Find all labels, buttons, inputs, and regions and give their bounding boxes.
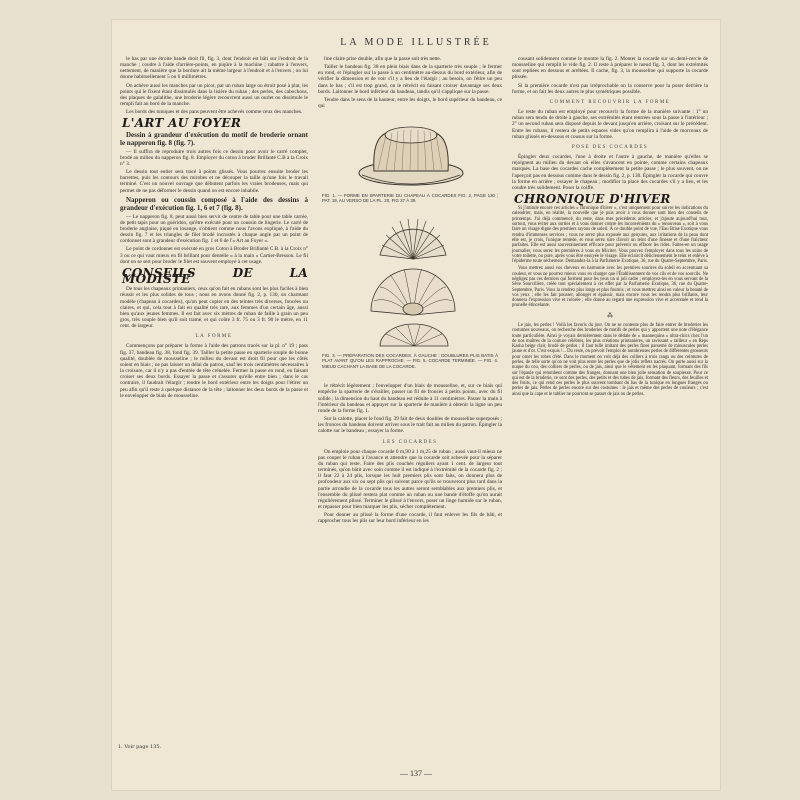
figure-group [318,115,502,377]
fig1-caption: FIG. 1. — FORME EN SPARTERIE DU CHAPEAU À COCARDES FIG. 2, PAGE 130 ; PAT. 19, AU VERSO DE LA PL. 20, FIG 37 À 39. [322,193,498,204]
column-right [512,56,708,399]
paragraph: Si j'intitule encore ces articles « chronique d'hiver », c'est uniquement pour suivre les indications du calendrier, mais, en réalité, la nouvelle que je puis avoir à vous donner sont bien des conseils de printemps. J'ai déjà commencé, du reste, dans mes précédents articles, et j'ajoute aujourd'hui tout, surtout, vous éviter aux sorties et à vous donner contre les inconvénients du « renouveau », soit à vous faire un visage digne des premiers rayons de soleil. À ce double point de vue, l'Eau Brise Exotique vous rendra d'immenses services ; vous ne serez plus exposée aux gerçures, aux irritations de la peau dont elle est, je crois, l'unique remède, et vous serez sûre d'avoir un teint d'une finesse et d'une fraîcheur parfaites. Elle est aussi souverainement efficace pour prévenir ou effacer les rides. Faites-en un usage journalier, vous serez les premières à vous en féliciter. Vous pouvez l'employer dans tous les soins de votre toilette, ou pure, après vous être essuyée le visage. Elle éclaircit délicieusement le teint et enlève à l'épiderme toute sécheresse. Demandez-la à la Parfumerie Exotique, 36, rue du Quatre-Septembre, Paris. [512,206,708,265]
column-middle [318,56,502,527]
paragraph: Les bords des tuniques et des pans peuvent être achevés comme ceux des manches. [126,109,303,116]
page-number: — 137 — [400,769,432,778]
section-separator: ⁂ [607,312,613,319]
paragraph: Si la première cocarde n'est pas irréprochable on la conserve pour la poser derrière la forme, et on fait les deux autres le plus symétriques possible. [512,82,708,95]
chronique-body [512,206,708,397]
paragraph: Le point de cordonnet est exécuté en gros Coton à Broder Brillanté C.B. à la Croix n° 3 ou ce qui vaut mieux en fil brillant pour dentelle « à la main » Cartier-Bresson. Le fil dont on se sert pour broder le filet est souvent employé à cet usage. [120,246,308,265]
footnote: 1. Voir page 135. [118,744,162,750]
cocarde-finished-illustration [368,265,458,317]
cocarde-fan-illustration [378,215,448,261]
fig3-caption: FIG. 3. — PRÉPARATION DES COCARDES. À GAUCHE : DOUBLURES PLIS BATIS À PLAT AVANT QU'ON LES RAPPROCHE. — FIG. 5. COCARDE TERMINÉE. — FIG. 4. MIEUD CACHANT LA BASE DE LA COCARDE. [322,353,498,369]
paragraph: Épingler deux cocardes, l'une à droite et l'autre à gauche, de manière qu'elles se rejoignent au milieu du devant où elles s'avancent en pointe, comme certains chapeaux marqués. La base des cocardes cache complètement la petite passe ; le plus souvent, on ne l'aperçoit pas en dessous comme dans le dessin fig. 2, p. 130. Épingler la cocarde qui couvre la forme en arrière ; essayer le chapeau ; modifier la place des cocardes s'il y a lieu, et les coudre très solidement. Poser la coiffe. [512,154,708,191]
paragraph: Sur la calotte, placer le fond fig. 39 fait de deux doubles de mousseline superposés ; les fronces du bandeau doivent arriver sous le trait fait au milieu du patron. Épingler la calotte sur le bandeau ; essayer la forme. [318,416,502,435]
paragraph: De tous les chapeaux printaniers, ceux qu'on fait en rubans sont les plus faciles à bien réussir et les plus solides de tous ; nous en avons donné fig. 2, p. 130, un charmant modèle (chapeau à cocardes), qu'on peut copier en des teintes très diverses, foncées ou claires, et qui, cela tout à fait en qualité très rare, aux femmes d'un certain âge, aussi bien qu'aux jeunes femmes. Il est fait avec six mètres de ruban de faille à grain un peu gros, très souple bien qu'il soit tramé, et qui coûte 3 fr. 75 ou 3 fr. 90 le mètre, en 11 cent. de largeur. [120,286,308,330]
subheading-la-forme: LA FORME [195,334,233,340]
paragraph: — Il suffira de reproduire trois autres fois ce dessin pour avoir le carré complet, brodé au milieu du napperon fig. 8. Employer du coton à broder Brillanté C.B à la Croix n° 3. [120,148,308,167]
paragraph: Commençons par préparer la forme à l'aide des patrons tracés sur la pl. n° 19 ; pass fig. 37, bandeau fig. 38, fond fig. 39. Tailler la petite passe en sparterie souple de bonne qualité, doublée de mousseline ; le milieu du devant est droit fil pour que les côtés soient en biais ; ne pas laisser un délai du patron, sauf les trois centimètres nécessaires à la croisure, car il n'y a pas d'entrée de tête crénelée. Fermer la passe en rond, en faisant croiser ses deux bords. Essayer la passe et s'assurer qu'elle entre bien ; dans le cas contraire, il faudrait l'élargir ; tendre le bord extérieur entre les doigts pour l'étirer un peu afin qu'il reste à quelque distance de la tête ; laitonner les deux bords de la passe et le envelopper de biais de mousseline. [120,343,308,399]
paragraph: le rétrécit légèrement ; l'envelopper d'un biais de mousseline, et, sur ce biais qui empêche la sparterie de s'érailler, passer un fil de fronces à petits points, avec du fil solide ; la dimension du haut du bandeau est réduite à 11 centimètres. Passer la main à l'intérieur du bandeau et appuyer sur la sparterie de manière à obtenir la ligne un peu ronde de la forme fig. 1. [318,383,502,414]
cocarde-knot-illustration [376,320,452,350]
paragraph: Pour donner au plissé la forme d'une cocarde, il faut enlever les fils de bâti, et rapprocher tous les plis sur leur bord inférieur en les [318,512,502,525]
paragraph: On achève aussi les manches par un picot, par un ruban large ou étroit posé à plat, les points qui le fixent étant dissimulés dans la lisière du ruban ; des perles, des cabochons, des plaques de galalithe, une broderie légère recouvrent aussi un ourlet ou dissimule le rempli fait au bord de la manche. [120,82,308,108]
paragraph: cousant solidement comme le montre la fig. 2. Monter la cocarde sur un demi-cercle de mousseline qui remplit le vide fig. 2. Il reste à préparer le nœud fig. 3, dont les extrémités sont repliées en dessous et arrêtées. Il cache, fig. 3, la mousseline qui supporte la cocarde plissée. [512,56,708,81]
section-title-conseils-modiste: CONSEILS DE LA MODISTE [122,265,308,287]
paragraph: line claire prise double, afin que la passe soit très nette. [324,56,442,62]
paragraph: Le reste du ruban est employé pour recouvrir la forme de la manière suivante : 1° un ruban sera tendu de droite à gauche, ses extrémités étant rentrées sous la passe à l'intérieur ; 2° un second ruban sera disposé depuis le devant jusqu'en arrière, croisant sur le précédent. Entre les rubans, il restera de petits espaces vides qu'on remplira à l'aide de morceaux de ruban glissés en-dessous et cousus sur la forme. [512,109,708,140]
paragraph: Le dessin tout entier sera tracé à points glissés. Vous pourrez ensuite broder les barrettes, puis les contours des mirobes et ne découper la taille qu'une fois le travail terminé. C'est un nouvel ouvrage que débutent parfois les vraies brodeuses, mais qui permet de ne pas déformer le dessin quand on est encore inhabile. [120,169,308,194]
subheading-pose-cocardes: POSE DES COCARDES [571,144,649,150]
section-title-art-au-foyer: L'ART AU FOYER [122,116,242,131]
paragraph: — Le napperon fig. 8, peut aussi bien servir de centre de table pour une table carrée, de petit tapis pour un guéridon, qu'être exécuté pour un coussin de lingerie. Le carré de broderie anglaise, piqué en losange, s'obtient comme nous l'avons expliqué, à l'aide du dessin fig. 7 et les triangles de filet brodé incrustés à chaque angle par un point de cordonnet sont à grandeur d'exécution fig. 1 et 6 de l'« Art au Foyer ». [120,213,308,245]
subheading-recouvrir-forme: COMMENT RECOUVRIR LA FORME [549,99,671,105]
section-title-chronique-hiver: CHRONIQUE D'HIVER [514,191,671,206]
paragraph: Le jais, les perles ! Voilà les favoris du jour. On ne se contente plus de faire entrer de broderies les costumes nouveaux, on recherche des broderies de motifs de perles qui y apportent une note d'élégance toute particulière. Ainsi je voyais dernièrement dans le dédale de « mannequins » ultra-chics chez l'un de nos maîtres de la couture célèbres, les plus créations printanières, un ravissant « tailleur » en Reps Kasha beige clair, brodé de perles ; il faut tulle imitant des perles fines parsemé de minuscules perles jaune et d'or. C'est exquis !... Du reste, on prévoit l'emploi de nombreuses perles de différentes grosseurs pour orner les robes d'été. Dans le moment on voit déjà des colliers à trois rangs ou des ceintures de perles, de telle sorte qu'on ne voit plus entre les perles que de jolis reflets nacrés. On porte aussi sur la nuque du cou, des colliers de perles, ou de jais, ainsi que le vêtement en les plaquant, formant des fils sur l'épaule qui retombent comme des franges, donnant une bien jolie sensation de souplesse. Pour ce qui est de la broderie, ce sont des perles, des petits et des tubes de jais, formant des fleurs, des feuilles et des fruits, ce qui rend ces perles le plus souvent tombant du bas de la tunique en longues franges ou perles de jais. Perles de perles encore sur des costumes : le jais et même des perles de couleurs ; c'est ainsi que la cape et le tablier ne pourront se passer de jais ou de perles. [512,322,708,397]
subheading-les-cocardes: LES COCARDES [382,439,438,445]
paragraph: le bas par une étroite bande droit fil, fig. 3, dont l'endroit est bâti sur l'endroit de la manche ; coudre à l'aide d'arrière-points, en piqûre à la machine ; rabattre à l'envers, nettement, de manière que la bordure ait la même largeur à l'endroit et à l'envers ; on lui donne habituellement 5 ou 6 millimètres. [120,56,308,81]
napperon-lead: Napperon ou coussin composé à l'aide des dessins à grandeur d'exécution fig. 1, 6 et 7 (fig. 8). [120,195,308,212]
paragraph: Tendre dans le sens de la hauteur, entre les doigts, le bord supérieur du bandeau, ce qui [318,96,502,110]
paragraph: Vous mettrez aussi vos cheveux en harmonie avec les premiers sourires du soleil en accentuant sa couleur, et vous ne pourrez mieux vous en charger que l'Établissement de vos cils et de vos sourcils. Ne négligez pas ces derniers qui forment pour les yeux un si joli cadre ; employez-les en vous servant de la Sève Sourcilière, créée tout spécialement à cet effet par la Parfumerie Exotique, 36, rue du Quatre-Septembre, Paris. Vous la rendrez plus longs et plus fournis ; et vous mettrez ainsi en valeur la beauté de vos yeux ; elle les fait pousser, allonger et épaissir, mais encore vous les rendra plus brillants, leur donnera l'expression vive et colorée ; elle donne au regard une expression vive et accentuée et rend la prunelle étincelante. [512,266,708,309]
hat-form-illustration [356,119,466,187]
paragraph: On emploie pour chaque cocarde 0 m,90 à 1 m,25 de ruban ; aussi vaut-il mieux ne pas couper le ruban à l'avance et attendre que la cocarde soit achevée pour la séparer du ruban qui reste. Faire des plis couchés réguliers ayant 1 cent. de largeur tout terminés, qu'on bâtit avec soin comme il est indiqué à l'extrémité de la cocarde fig. 2 ; il faut 22 à 24 plis, lorsque les huit premiers plis sont faits, on donnera plus de profondeur aux six ou sept plis qui suivent parce qu'ils se trouveront plus tard dans la partie arrondie de la cocarde tous les autres seront semblables aux premiers plis, et l'ensemble du plissé restera plat comme un ruban ou une bande d'étoffe qu'on aurait régulièrement plissé. Terminer le plissé à l'envers, poser un linge humide sur le ruban, et repasser pour bien marquer les plis, sécher complètement. [318,448,502,511]
magazine-page [112,20,720,790]
running-title: LA MODE ILLUSTRÉE [340,37,492,48]
art-lead: Dessin à grandeur d'exécution du motif de broderie ornant le napperon fig. 8 (fig. 7). [120,130,308,147]
column-left [120,56,308,401]
paragraph: Tailler le bandeau fig. 38 en plein biais dans de la sparterie très souple ; le fermer en rond, et l'épingler sur la passe à un centimètre au-dessus du bord extérieur, afin de vérifier la dimension et de voir s'il y a lieu de l'élargir ; au besoin, on l'étire un peu dans le bas ; s'il est trop grand, on le rétrécit en faisant croiser davantage ses deux bords. Laitonner le bord inférieur du bandeau, tandis qu'il s'applique sur la passe. [318,64,502,95]
